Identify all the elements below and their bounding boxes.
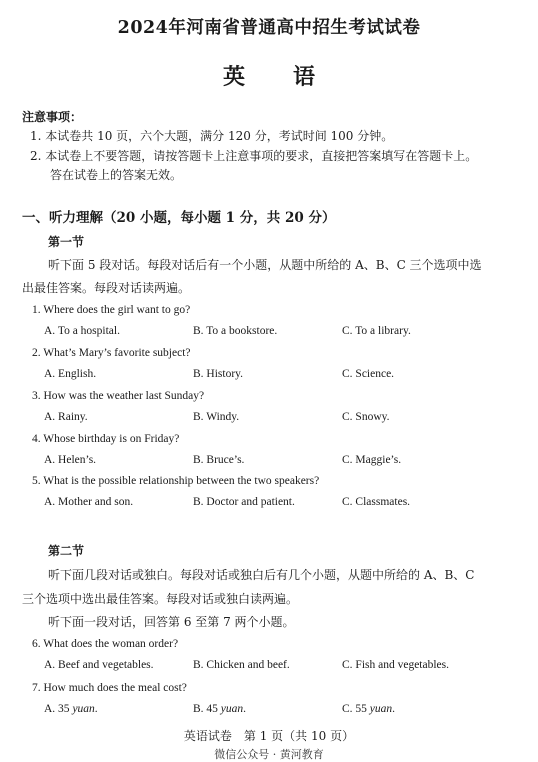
- q4-option-b: B. Bruce’s.: [193, 454, 245, 466]
- part2-instruction-2: 三个选项中选出最佳答案。每段对话或独白读两遍。: [22, 592, 299, 606]
- exam-title: 2024年河南省普通高中招生考试试卷: [117, 18, 421, 38]
- subject-char-1: 英: [222, 64, 245, 90]
- q2-option-b: B. History.: [193, 368, 244, 380]
- question-5: 5. What is the possible relationship between the two speakers?: [32, 475, 320, 487]
- subject-char-2: 语: [293, 64, 316, 90]
- question-4: 4. Whose birthday is on Friday?: [32, 433, 180, 445]
- q3-option-b: B. Windy.: [193, 411, 240, 423]
- question-3: 3. How was the weather last Sunday?: [32, 390, 205, 402]
- q2-option-c: C. Science.: [342, 368, 395, 380]
- note-item-1: 1. 本试卷共 10 页，六个大题，满分 120 分，考试时间 100 分钟。: [30, 129, 394, 143]
- q4-option-a: A. Helen’s.: [44, 454, 97, 466]
- footer-watermark: 微信公众号 · 黄河教育: [214, 748, 324, 761]
- q5-option-c: C. Classmates.: [342, 496, 411, 508]
- q7-option-c-dot: .: [392, 703, 396, 715]
- subject-title: [0, 60, 538, 91]
- q3-option-a: A. Rainy.: [44, 411, 88, 423]
- note-item-2: 2. 本试卷上不要答题，请按答题卡上注意事项的要求，直接把答案填写在答题卡上。: [30, 149, 478, 163]
- q7-option-c: [342, 703, 395, 715]
- part1-heading: 第一节: [48, 235, 85, 249]
- q3-option-c: C. Snowy.: [342, 411, 390, 423]
- q7-option-c-unit: yuan: [369, 703, 393, 715]
- page-footer: 英语试卷 第 1 页（共 10 页）: [183, 729, 355, 743]
- q2-option-a: A. English.: [44, 368, 97, 380]
- part2-heading: 第二节: [48, 544, 85, 558]
- q6-option-b: B. Chicken and beef.: [193, 659, 290, 671]
- question-1: 1. Where does the girl want to go?: [32, 304, 191, 316]
- q5-option-b: B. Doctor and patient.: [193, 496, 295, 508]
- q4-option-c: C. Maggie’s.: [342, 454, 402, 466]
- notes-heading: 注意事项：: [22, 110, 83, 124]
- q7-option-a: [44, 703, 98, 715]
- q7-option-b-unit: yuan: [220, 703, 244, 715]
- q6-option-a: A. Beef and vegetables.: [44, 659, 154, 671]
- question-2: 2. What’s Mary’s favorite subject?: [32, 347, 191, 359]
- q5-option-a: A. Mother and son.: [44, 496, 134, 508]
- q7-option-a-text: A. 35: [44, 703, 70, 715]
- q7-option-a-unit: yuan: [72, 703, 95, 715]
- part1-instruction-1: 听下面 5 段对话。每段对话后有一个小题，从题中所给的 A、B、C 三个选项中选: [48, 258, 482, 272]
- part2-instruction-1: 听下面几段对话或独白。每段对话或独白后有几个小题，从题中所给的 A、B、C: [48, 568, 475, 582]
- q6-option-c: C. Fish and vegetables.: [342, 659, 449, 671]
- part2-instruction-3: 听下面一段对话，回答第 6 至第 7 两个小题。: [48, 615, 295, 629]
- section-heading: 一、听力理解（20 小题，每小题 1 分，共 20 分）: [22, 210, 336, 226]
- q7-option-b-dot: .: [243, 703, 247, 715]
- part1-instruction-2: 出最佳答案。每段对话读两遍。: [22, 281, 191, 295]
- q1-option-c: C. To a library.: [342, 325, 411, 337]
- q7-option-c-text: C. 55: [342, 703, 367, 715]
- q1-option-a: A. To a hospital.: [44, 325, 120, 337]
- q7-option-b: [193, 703, 246, 715]
- question-7: 7. How much does the meal cost?: [32, 682, 187, 694]
- question-6: 6. What does the woman order?: [32, 638, 179, 650]
- note-item-2-cont: 答在试卷上的答案无效。: [50, 168, 183, 182]
- q7-option-a-dot: .: [94, 703, 98, 715]
- q1-option-b: B. To a bookstore.: [193, 325, 278, 337]
- q7-option-b-text: B. 45: [193, 703, 218, 715]
